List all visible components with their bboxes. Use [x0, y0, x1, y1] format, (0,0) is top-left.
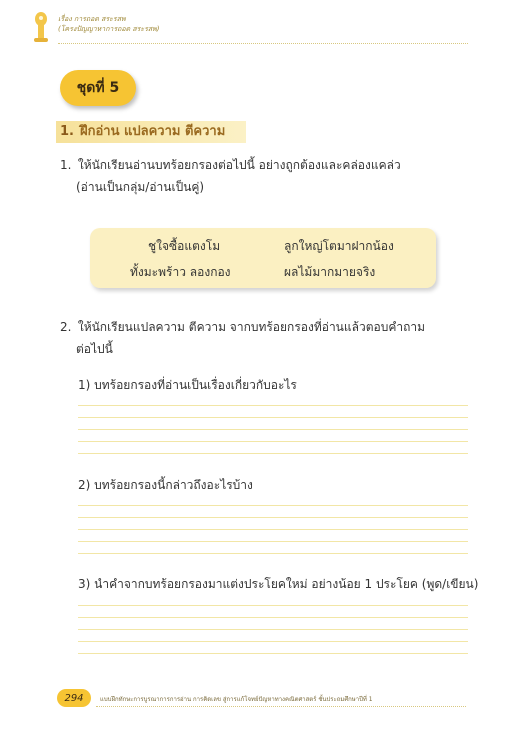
- page-number-text: 294: [64, 692, 84, 704]
- header-line-1: เรื่อง การถอด สระรสพ: [58, 15, 126, 23]
- instruction-2-number: 2.: [60, 320, 72, 334]
- header-line-2: (โครงปัญญาหาการถอด สระรสพ): [58, 25, 160, 33]
- school-logo-icon: [30, 10, 52, 46]
- poem-line-2a: ทั้งมะพร้าว ลองกอง: [130, 265, 231, 279]
- page-number: [57, 689, 91, 707]
- question-2: 2) บทร้อยกรองนี้กล่าวถึงอะไรบ้าง: [78, 478, 253, 492]
- instruction-2-line-2: ต่อไปนี้: [76, 342, 113, 356]
- footer-divider: [96, 706, 466, 707]
- section-title-text: ฝึกอ่าน แปลความ ตีความ: [79, 124, 226, 139]
- set-label: ชุดที่ 5: [76, 80, 120, 96]
- header-divider: [58, 43, 468, 44]
- instruction-1-line-2: (อ่านเป็นกลุ่ม/อ่านเป็นคู่): [76, 180, 205, 194]
- instruction-2-line-1: ให้นักเรียนแปลความ ตีความ จากบทร้อยกรองที่อ่านแล้วตอบคำถาม: [77, 320, 426, 334]
- poem-line-2b: ผลไม้มากมายจริง: [284, 265, 376, 279]
- instruction-2: [60, 316, 425, 360]
- poem-box: [90, 228, 436, 288]
- answer-lines-2[interactable]: [78, 505, 468, 554]
- poem-line-1a: ชูใจซื้อแตงโม: [148, 239, 221, 253]
- instruction-1: [60, 154, 401, 198]
- section-number: 1.: [60, 124, 74, 139]
- answer-lines-1[interactable]: [78, 405, 468, 454]
- answer-lines-3[interactable]: [78, 605, 468, 654]
- section-title: [56, 121, 246, 143]
- instruction-1-line-1: ให้นักเรียนอ่านบทร้อยกรองต่อไปนี้ อย่างถูกต้องและคล่องแคล่ว: [77, 158, 401, 172]
- footer-text: แบบฝึกทักษะการบูรณาการการอ่าน การคิดเลข สู่การแก้โจทย์ปัญหาทางคณิตศาสตร์ ชั้นประถมศึกษาปีที่ 1: [100, 696, 373, 703]
- question-3: 3) นำคำจากบทร้อยกรองมาแต่งประโยคใหม่ อย่างน้อย 1 ประโยค (พูด/เขียน): [78, 577, 479, 591]
- question-1: 1) บทร้อยกรองที่อ่านเป็นเรื่องเกี่ยวกับอะไร: [78, 378, 297, 392]
- header-text: [58, 14, 160, 34]
- instruction-1-number: 1.: [60, 158, 72, 172]
- set-badge: [60, 70, 136, 106]
- poem-line-1b: ลูกใหญ่โตมาฝากน้อง: [284, 239, 394, 253]
